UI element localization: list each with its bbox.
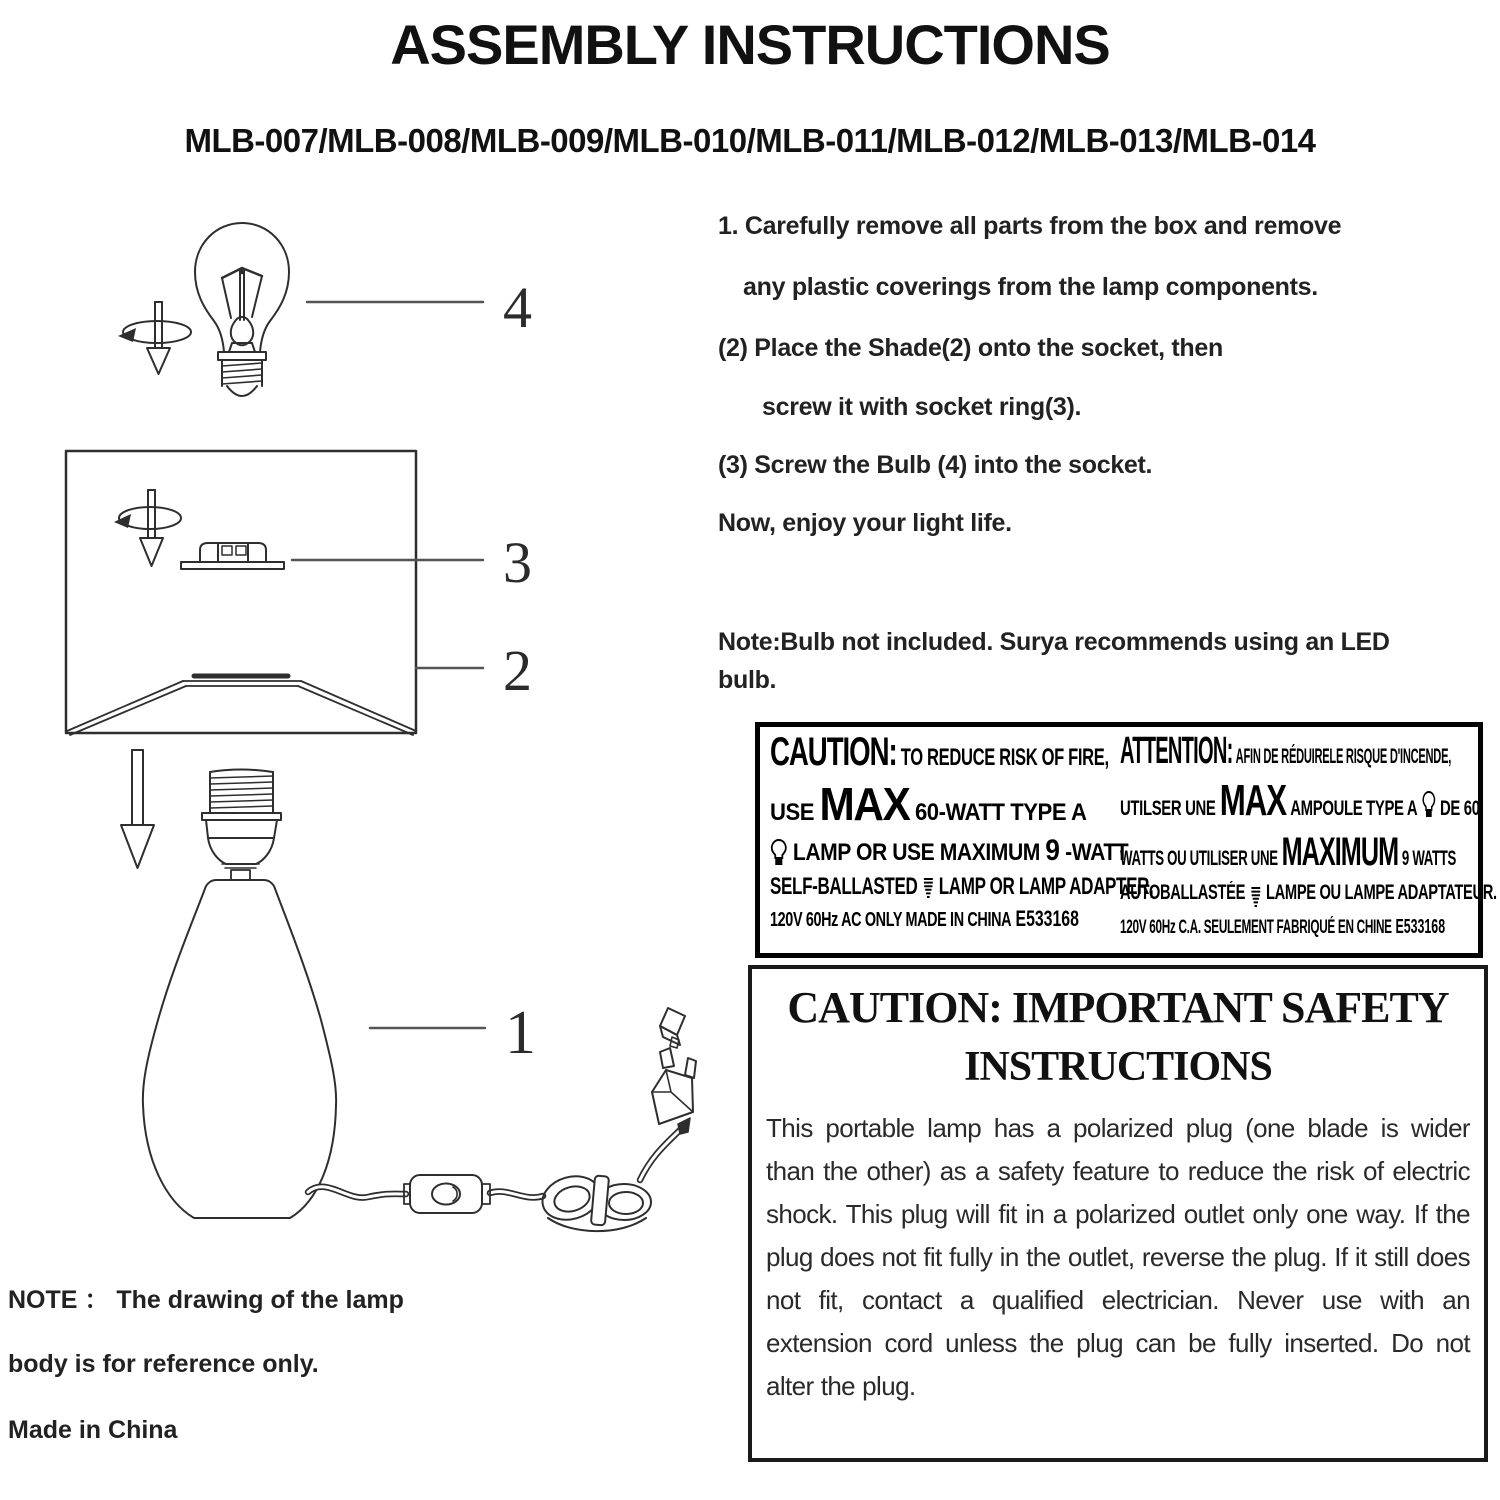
instruction-steps xyxy=(718,200,1500,720)
caution-fr-line2c: DE 60 xyxy=(1439,797,1480,820)
socket-ring-drawing xyxy=(181,543,284,569)
made-in-china-note: Made in China xyxy=(8,1416,178,1444)
inline-switch-drawing xyxy=(404,1175,490,1213)
safety-instructions-box xyxy=(748,965,1488,1462)
caution-en-line4b: LAMP OR LAMP ADAPTER, xyxy=(938,873,1154,900)
incandescent-bulb-icon xyxy=(1422,790,1436,818)
page-title: ASSEMBLY INSTRUCTIONS xyxy=(390,13,1110,76)
insert-direction-arrow-icon xyxy=(121,750,154,868)
caution-en-line5: 120V 60Hz AC ONLY MADE IN CHINA xyxy=(770,909,1012,931)
cfl-bulb-icon xyxy=(922,875,935,901)
shade-drawing xyxy=(66,451,416,735)
safety-heading-line-2: INSTRUCTIONS xyxy=(964,1044,1272,1091)
screw-rotation-icon xyxy=(114,490,181,566)
caution-fr-line5: 120V 60Hz C.A. SEULEMENT FABRIQUÉ EN CHINE xyxy=(1120,917,1392,938)
caution-en-line4a: SELF-BALLASTED xyxy=(770,873,918,900)
cfl-bulb-icon xyxy=(1249,884,1262,910)
step-1-line-2: any plastic coverings from the lamp components. xyxy=(743,273,1318,301)
closing-line: Now, enjoy your light life. xyxy=(718,509,1012,537)
caution-en-line3a: LAMP OR USE MAXIMUM xyxy=(792,839,1040,866)
bulb-note-line-2: bulb. xyxy=(718,666,777,694)
caution-fr-line3a: WATTS OU UTILISER UNE xyxy=(1120,847,1278,870)
caution-en-use: USE xyxy=(770,799,815,826)
reference-note-line-2: body is for reference only. xyxy=(8,1350,319,1378)
caution-fr-line1: AFIN DE RÉDUIRELE RISQUE D'INCENDE, xyxy=(1235,745,1452,768)
step-1-line-1: 1. Carefully remove all parts from the box and remove xyxy=(718,212,1342,240)
attention-word: ATTENTION: xyxy=(1120,730,1233,772)
model-numbers: MLB-007/MLB-008/MLB-009/MLB-010/MLB-011/MLB-012/MLB-013/MLB-014 xyxy=(184,122,1316,159)
power-cord-drawing xyxy=(308,1008,696,1231)
part-label-bulb: 4 xyxy=(503,275,532,340)
part-label-shade: 2 xyxy=(503,638,532,703)
lamp-body-drawing xyxy=(143,770,336,1219)
caution-rating-label xyxy=(755,722,1497,958)
plug-drawing xyxy=(652,1008,696,1134)
part-label-socket-ring: 3 xyxy=(503,530,532,595)
caution-fr-line4a: AUTOBALLASTÉE xyxy=(1120,881,1246,904)
caution-fr-line4b: LAMPE OU LAMPE ADAPTATEUR. xyxy=(1266,881,1497,904)
caution-en-watt-number: 9 xyxy=(1045,834,1060,867)
safety-body-text: This portable lamp has a polarized plug (one blade is wider than the other) as a safety feature to reduce the risk of electric shock. This plug will fit in a polarized outlet only one way. If the plug does not fit fully in the outlet, reverse the plug. If it still does not fit, contact a qualified electrician. Never use with an extension cord unless the plug can be fully inserted. Do not alter the plug. xyxy=(766,1113,1470,1402)
step-2-line-2: screw it with socket ring(3). xyxy=(762,393,1082,421)
step-2-line-1: (2) Place the Shade(2) onto the socket, then xyxy=(718,334,1223,362)
coiled-cord-drawing xyxy=(537,1170,651,1231)
caution-fr-line2b: AMPOULE TYPE A xyxy=(1290,797,1418,820)
safety-heading-line-1: CAUTION: IMPORTANT SAFETY xyxy=(787,983,1449,1032)
caution-fr-cert-number: E533168 xyxy=(1395,916,1446,938)
caution-fr-line2a: UTILSER UNE xyxy=(1120,797,1216,820)
caution-en-line1: TO REDUCE RISK OF FIRE, xyxy=(900,744,1109,771)
caution-en-cert-number: E533168 xyxy=(1015,906,1079,931)
step-3: (3) Screw the Bulb (4) into the socket. xyxy=(718,451,1153,479)
screw-rotation-icon xyxy=(118,302,191,374)
reference-note-line-1: NOTE ： The drawing of the lamp xyxy=(8,1286,404,1314)
caution-english-column xyxy=(770,730,1154,952)
caution-en-max: MAX xyxy=(819,778,910,830)
part-label-lamp-body: 1 xyxy=(505,999,536,1067)
caution-french-column xyxy=(1120,730,1497,952)
caution-en-line3b: -WATT xyxy=(1065,839,1129,866)
caution-word: CAUTION: xyxy=(770,730,897,774)
caution-en-line2: 60-WATT TYPE A xyxy=(914,799,1087,826)
caution-fr-max: MAX xyxy=(1219,776,1286,825)
lamp-assembly-diagram xyxy=(0,180,730,1300)
bulb-drawing xyxy=(195,223,289,396)
bulb-note-line-1: Note:Bulb not included. Surya recommends using an LED xyxy=(718,628,1390,656)
incandescent-bulb-icon xyxy=(770,838,788,866)
caution-fr-line3b: 9 WATTS xyxy=(1401,847,1457,870)
caution-fr-maximum: MAXIMUM xyxy=(1281,830,1399,874)
